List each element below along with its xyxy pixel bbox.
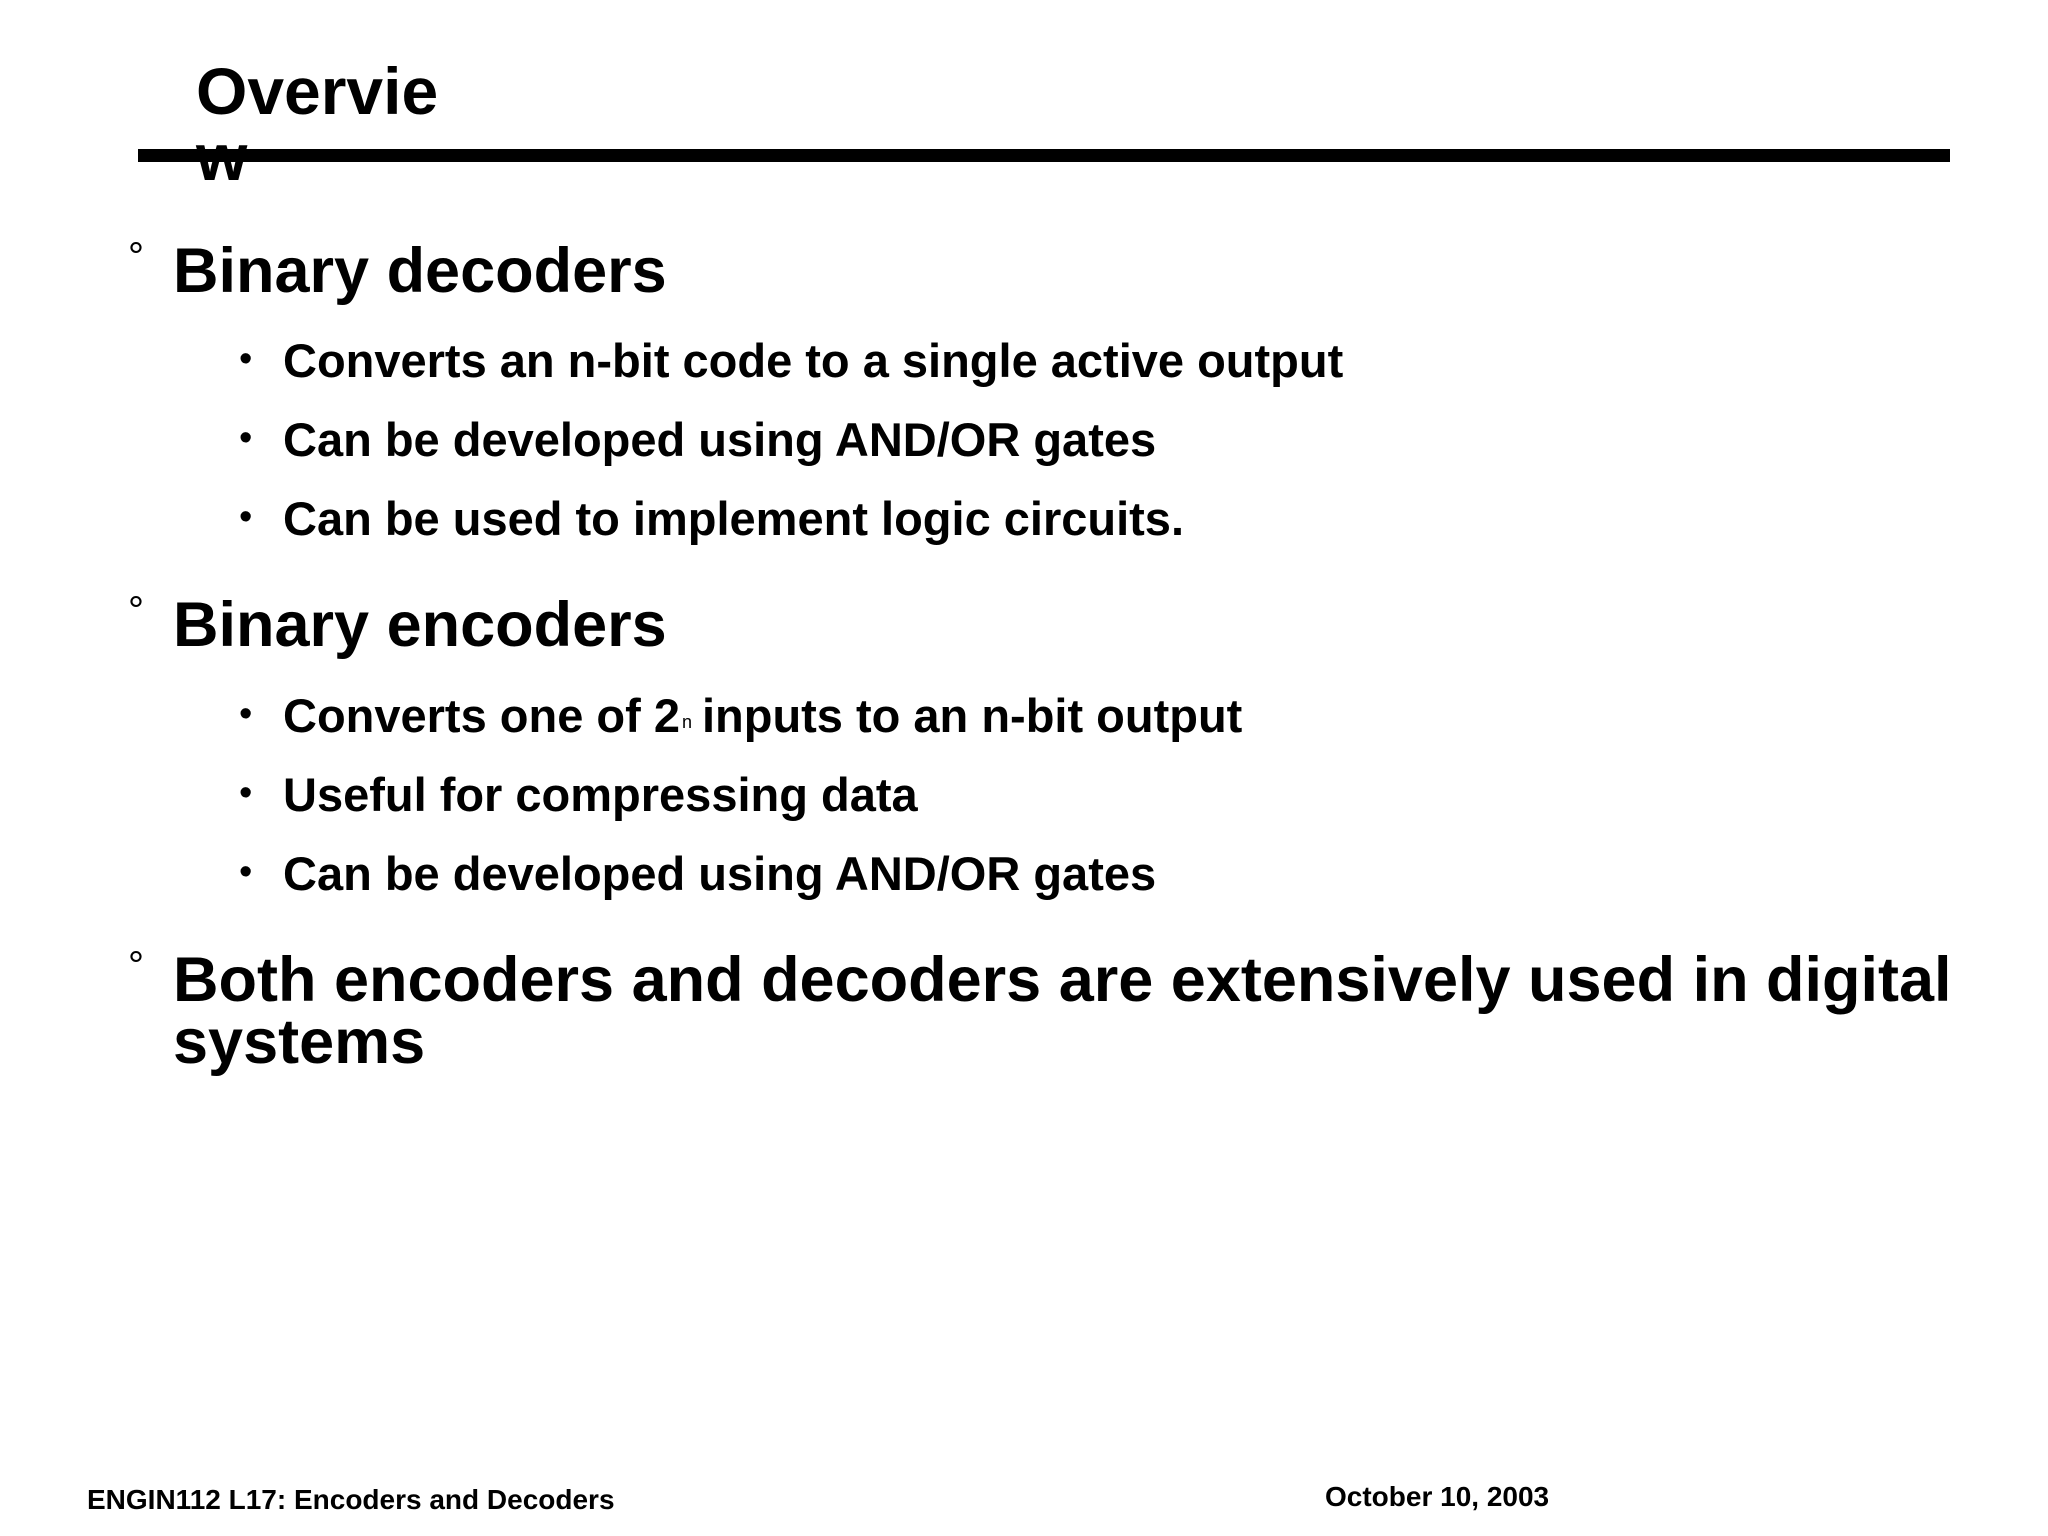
list-item (239, 492, 1185, 545)
list-item-text-before: Converts one of 2 (283, 689, 680, 742)
slide-title: Overview (196, 54, 439, 194)
bullet-dot-icon: • (239, 851, 253, 893)
footer-date: October 10, 2003 (1325, 1481, 1550, 1512)
title-divider (138, 149, 1950, 162)
list-item-text-after: inputs to an n-bit output (701, 689, 1243, 742)
bullet-dot-icon: • (239, 338, 253, 380)
list-item-text: Converts an n-bit code to a single active output (283, 334, 1344, 387)
degree-bullet-icon: ° (128, 235, 144, 279)
footer-course: ENGIN112 L17: Encoders and Decoders (87, 1484, 615, 1515)
list-item-text: Useful for compressing data (283, 768, 918, 821)
heading-text: Both encoders and decoders are extensively used in digital systems (173, 945, 1952, 1077)
section-heading-summary (128, 944, 1973, 1077)
list-item-text: Can be developed using AND/OR gates (283, 847, 1157, 900)
list-item-text: Can be developed using AND/OR gates (283, 413, 1157, 466)
superscript-n: n (681, 712, 692, 732)
bullet-dot-icon: • (239, 496, 253, 538)
list-item (239, 334, 1344, 387)
heading-text: Binary decoders (173, 236, 667, 306)
heading-text: Binary encoders (173, 590, 667, 660)
bullet-dot-icon: • (239, 693, 253, 735)
degree-bullet-icon: ° (128, 589, 144, 633)
slide-title-area (196, 54, 458, 194)
section-heading-decoders (128, 235, 667, 306)
section-heading-encoders (128, 589, 667, 660)
list-item (239, 847, 1157, 900)
bullet-dot-icon: • (239, 772, 253, 814)
bullet-dot-icon: • (239, 417, 253, 459)
degree-bullet-icon: ° (128, 944, 144, 988)
list-item (239, 413, 1157, 466)
list-item (239, 768, 918, 821)
list-item (239, 689, 1243, 742)
list-item-text: Can be used to implement logic circuits. (283, 492, 1185, 545)
